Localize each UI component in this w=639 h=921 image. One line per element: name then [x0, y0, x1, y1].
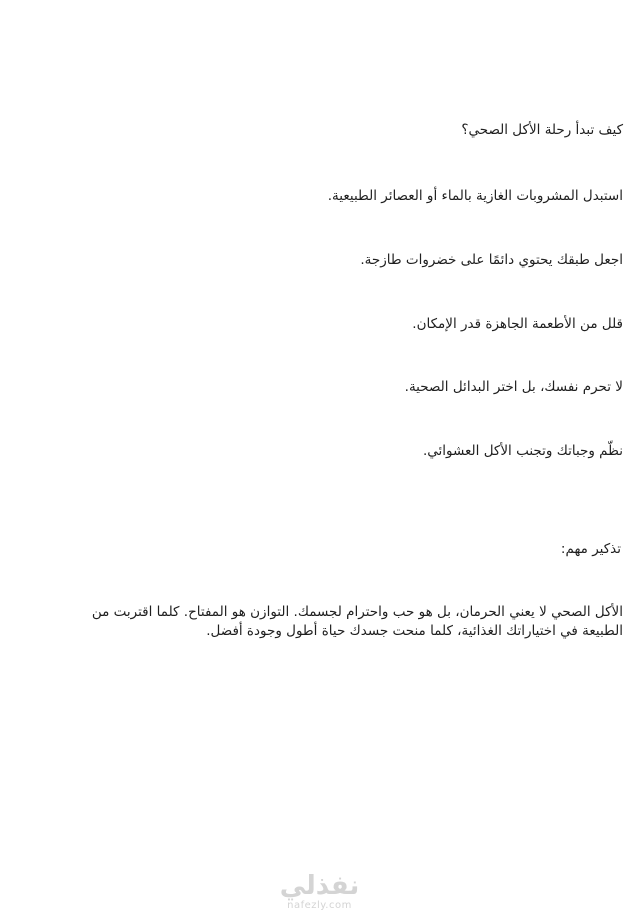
section-heading: كيف تبدأ رحلة الأكل الصحي؟	[461, 122, 623, 138]
reminder-title: تذكير مهم:	[560, 541, 621, 557]
tip-item: اجعل طبقك يحتوي دائمًا على خضروات طازجة.	[360, 252, 623, 268]
reminder-paragraph: الأكل الصحي لا يعني الحرمان، بل هو حب واحترام لجسمك. التوازن هو المفتاح. كلما اقتربت من الطبيعة في اختياراتك الغذائية، كلما منحت جسدك حياة أطول وجودة أفضل.	[91, 604, 623, 639]
tip-item: لا تحرم نفسك، بل اختر البدائل الصحية.	[404, 379, 623, 395]
tip-item: استبدل المشروبات الغازية بالماء أو العصائر الطبيعية.	[327, 188, 623, 204]
tip-item: نظّم وجباتك وتجنب الأكل العشوائي.	[422, 443, 623, 459]
watermark-brand-arabic: نفذلي	[279, 871, 360, 901]
watermark-brand-url: nafezly.com	[287, 900, 352, 911]
tip-item: قلل من الأطعمة الجاهزة قدر الإمكان.	[412, 316, 623, 332]
watermark-logo	[0, 872, 639, 912]
